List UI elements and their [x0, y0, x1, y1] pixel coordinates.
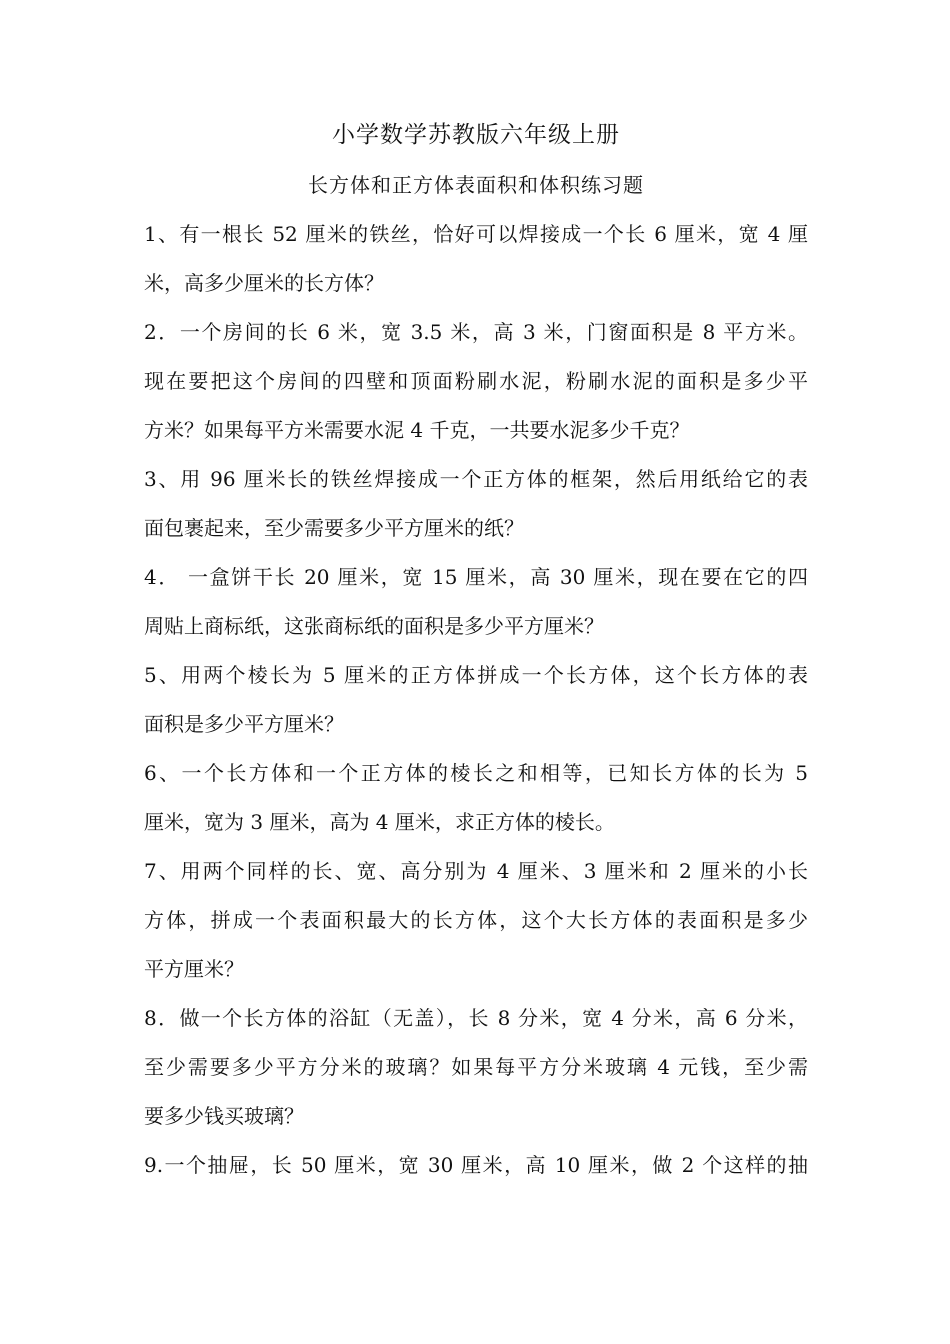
question-text-line: 平方厘米？	[144, 957, 244, 981]
question-text-line: 9.一个抽屉，长 50 厘米，宽 30 厘米，高 10 厘米，做 2 个这样的抽	[144, 1153, 808, 1177]
question-item	[144, 749, 808, 847]
question-item	[144, 1141, 808, 1190]
question-text-line: 至少需要多少平方分米的玻璃？如果每平方分米玻璃 4 元钱，至少需	[144, 1055, 808, 1079]
question-text-line: 5、用两个棱长为 5 厘米的正方体拼成一个长方体，这个长方体的表	[144, 663, 808, 687]
question-text-line: 现在要把这个房间的四壁和顶面粉刷水泥，粉刷水泥的面积是多少平	[144, 369, 808, 393]
question-item	[144, 210, 808, 308]
question-list	[144, 210, 808, 1190]
question-text-line: 方米？如果每平方米需要水泥 4 千克，一共要水泥多少千克？	[144, 418, 690, 442]
question-text-line: 米，高多少厘米的长方体？	[144, 271, 384, 295]
question-item	[144, 455, 808, 553]
question-item	[144, 994, 808, 1141]
question-text-line: 6、一个长方体和一个正方体的棱长之和相等，已知长方体的长为 5	[144, 761, 808, 785]
question-text-line: 2．一个房间的长 6 米，宽 3.5 米，高 3 米，门窗面积是 8 平方米。	[144, 320, 808, 344]
document-title: 小学数学苏教版六年级上册	[332, 122, 620, 148]
question-item	[144, 553, 808, 651]
question-text-line: 4． 一盒饼干长 20 厘米，宽 15 厘米，高 30 厘米，现在要在它的四	[144, 565, 808, 589]
document-content	[144, 110, 808, 1190]
question-item	[144, 847, 808, 994]
question-text-line: 面包裹起来，至少需要多少平方厘米的纸？	[144, 516, 524, 540]
question-text-line: 1、有一根长 52 厘米的铁丝，恰好可以焊接成一个长 6 厘米，宽 4 厘	[144, 222, 808, 246]
question-text-line: 方体，拼成一个表面积最大的长方体，这个大长方体的表面积是多少	[144, 908, 808, 932]
question-text-line: 7、用两个同样的长、宽、高分别为 4 厘米、3 厘米和 2 厘米的小长	[144, 859, 808, 883]
question-item	[144, 308, 808, 455]
question-text-line: 3、用 96 厘米长的铁丝焊接成一个正方体的框架，然后用纸给它的表	[144, 467, 808, 491]
question-text-line: 8．做一个长方体的浴缸（无盖），长 8 分米，宽 4 分米，高 6 分米，	[144, 1006, 808, 1030]
question-text-line: 周贴上商标纸，这张商标纸的面积是多少平方厘米？	[144, 614, 604, 638]
question-item	[144, 651, 808, 749]
question-text-line: 厘米，宽为 3 厘米，高为 4 厘米，求正方体的棱长。	[144, 810, 615, 834]
question-text-line: 要多少钱买玻璃？	[144, 1104, 304, 1128]
question-text-line: 面积是多少平方厘米？	[144, 712, 344, 736]
document-subtitle: 长方体和正方体表面积和体积练习题	[308, 173, 644, 197]
